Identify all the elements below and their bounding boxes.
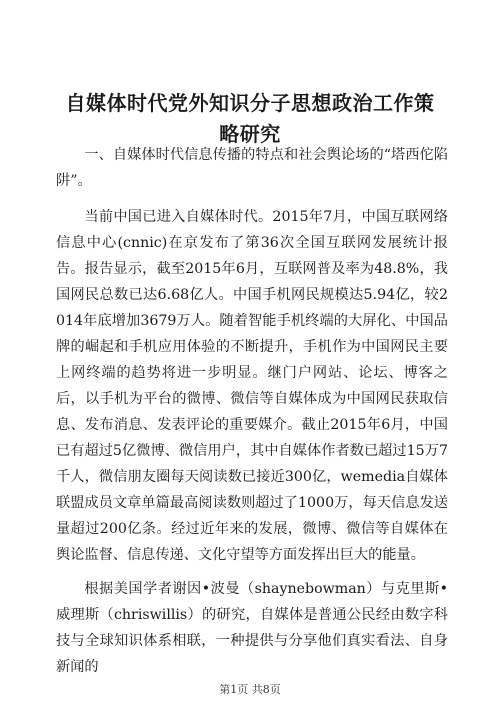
body-paragraph: 当前中国已进入自媒体时代。2015年7月，中国互联网络信息中心(cnnic)在京发布了第36次全国互联网发展统计报告。报告显示，截至2015年6月，互联网普及率为48.8%，我国网民总数已达6.68亿人。中国手机网民规模达5.94亿，较2014年底增加3679万人。随着智能手机终端的大屏化、中国品牌的崛起和手机应用体验的不断提升，手机作为中国网民主要上网终端的趋势将进一步明显。继门户网站、论坛、博客之后，以手机为平台的微博、微信等自媒体成为中国网民获取信息、发布消息、发表评论的重要媒介。截止2015年6月，中国已有超过5亿微博、微信用户，其中自媒体作者数已超过15万7千人，微信朋友圈每天阅读数已接近300亿，wemedia自媒体联盟成员文章单篇最高阅读数则超过了1000万，每天信息发送量超过200亿条。经过近年来的发展，微博、微信等自媒体在舆论监督、信息传递、文化守望等方面发挥出巨大的能量。 (56, 209, 448, 563)
body-paragraph: 根据美国学者谢因•波曼（shaynebowman）与克里斯•威理斯（chriswillis）的研究，自媒体是普通公民经由数字科技与全球知识体系相联，一种提供与分享他们真实看法、自身新闻的 (56, 581, 448, 675)
document-body (56, 142, 448, 680)
section-heading-paragraph: 一、自媒体时代信息传播的特点和社会舆论场的“塔西佗陷阱”。 (56, 147, 448, 189)
page-footer: 第1页 共8页 (219, 683, 281, 696)
document-title: 自媒体时代党外知识分子思想政治工作策略研究 (65, 91, 435, 146)
